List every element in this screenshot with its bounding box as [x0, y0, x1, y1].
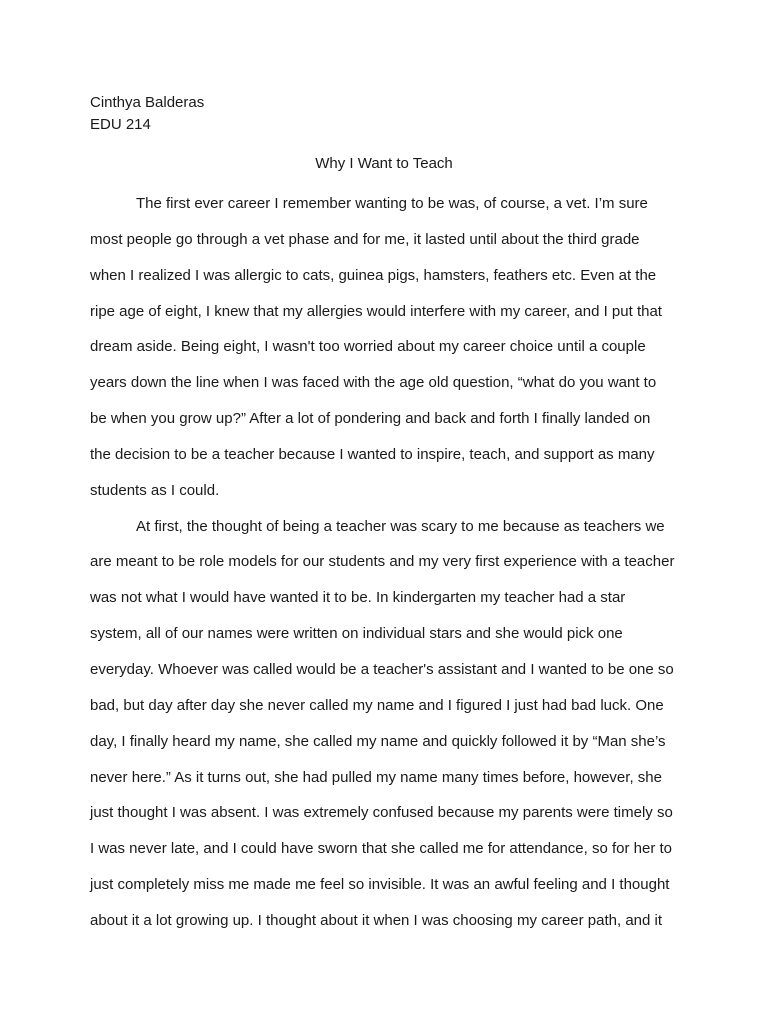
text-line: was not what I would have wanted it to be. In kindergarten my teacher had a star — [90, 589, 626, 607]
text-line: At first, the thought of being a teacher was scary to me because as teachers we — [136, 517, 665, 535]
document-title: Why I Want to Teach — [315, 155, 453, 172]
course-code: EDU 214 — [90, 116, 151, 133]
text-line: The first ever career I remember wanting to be was, of course, a vet. I’m sure — [136, 195, 648, 212]
text-line: just completely miss me made me feel so invisible. It was an awful feeling and I thought — [90, 876, 670, 894]
text-line: students as I could. — [90, 481, 220, 499]
essay-body — [90, 193, 690, 946]
text-line: when I realized I was allergic to cats, guinea pigs, hamsters, feathers etc. Even at the — [90, 266, 657, 284]
text-line: dream aside. Being eight, I wasn't too worried about my career choice until a couple — [90, 338, 646, 356]
paragraph-2 — [90, 516, 690, 946]
text-line: years down the line when I was faced with the age old question, “what do you want to — [90, 374, 657, 392]
text-line: system, all of our names were written on individual stars and she would pick one — [90, 625, 623, 643]
text-line: never here.” As it turns out, she had pulled my name many times before, however, she — [90, 768, 662, 786]
text-line: everyday. Whoever was called would be a teacher's assistant and I wanted to be one so — [90, 660, 674, 678]
text-line: are meant to be role models for our students and my very first experience with a teacher — [90, 553, 675, 571]
text-line: bad, but day after day she never called my name and I figured I just had bad luck. One — [90, 696, 664, 714]
text-line: most people go through a vet phase and for me, it lasted until about the third grade — [90, 230, 640, 248]
text-line: I was never late, and I could have sworn that she called me for attendance, so for her to — [90, 840, 672, 858]
text-line: about it a lot growing up. I thought about it when I was choosing my career path, and it — [90, 911, 663, 929]
text-line: be when you grow up?” After a lot of pondering and back and forth I finally landed on — [90, 410, 651, 428]
header-block — [90, 92, 204, 136]
text-line: just thought I was absent. I was extremely confused because my parents were timely so — [90, 804, 673, 822]
text-line: the decision to be a teacher because I wanted to inspire, teach, and support as many — [90, 445, 655, 463]
author-name: Cinthya Balderas — [90, 94, 205, 111]
text-line: day, I finally heard my name, she called my name and quickly followed it by “Man she’s — [90, 732, 666, 750]
paragraph-1 — [90, 193, 690, 516]
text-line: ripe age of eight, I knew that my allergies would interfere with my career, and I put that — [90, 302, 662, 320]
